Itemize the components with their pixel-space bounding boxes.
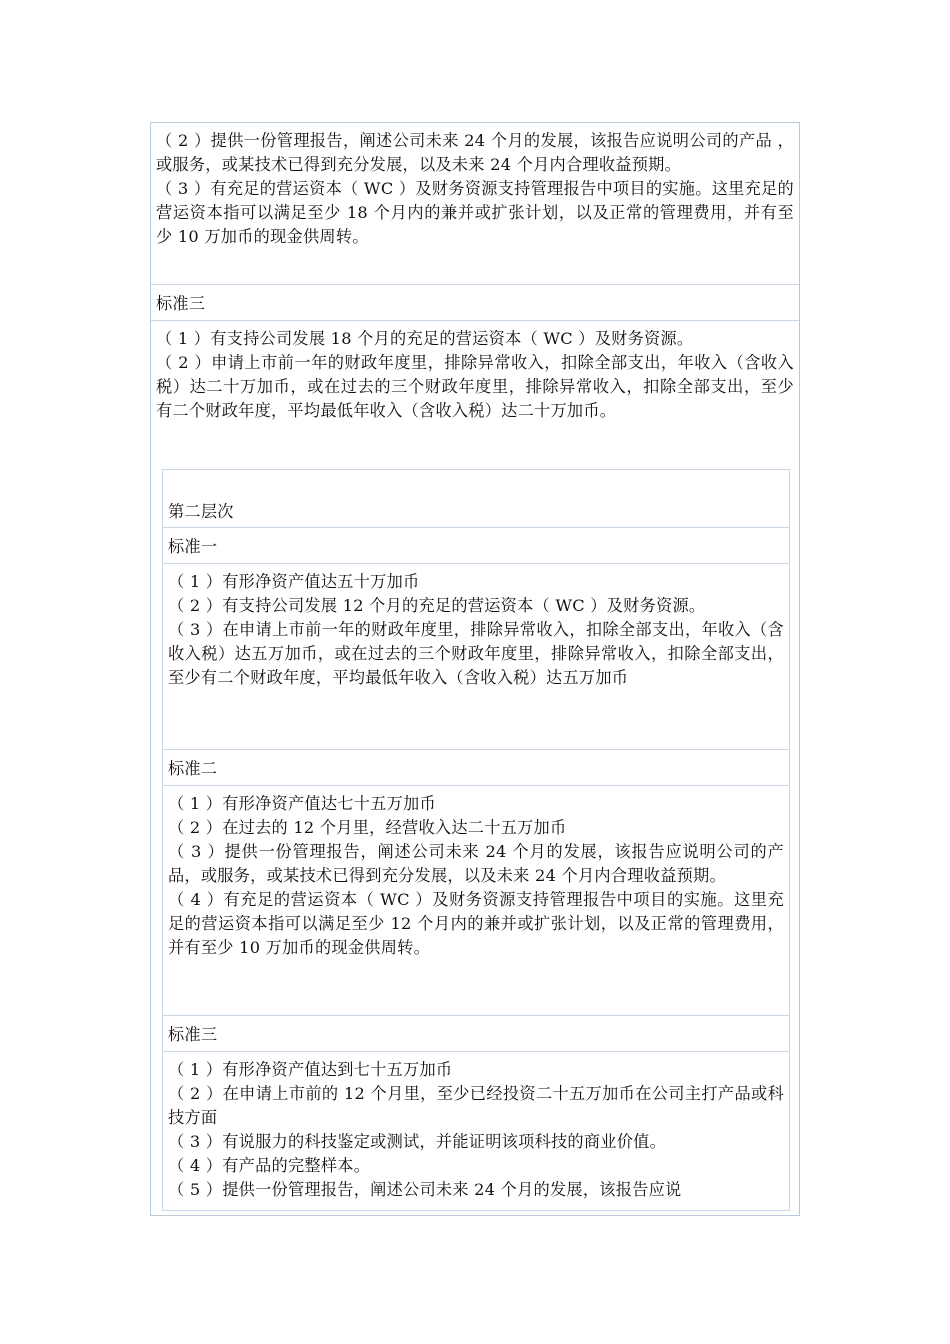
section-heading: 标准三 [168, 1025, 218, 1044]
paragraph: （ 4 ）有充足的营运资本（ WC ）及财务资源支持管理报告中项目的实施。这里充足的营运资本指可以满足至少 12 个月内的兼并或扩张计划，以及正常的管理费用，并有至少 10 万加币的现金供周转。 [168, 890, 784, 957]
tier2-std1-heading-cell [163, 528, 789, 564]
paragraph: （ 3 ）有说服力的科技鉴定或测试，并能证明该项科技的商业价值。 [168, 1132, 667, 1151]
tier2-std3-text [163, 1052, 789, 1202]
listing-requirements-table [150, 122, 800, 1216]
paragraph: （ 2 ）提供一份管理报告，阐述公司未来 24 个月的发展，该报告应说明公司的产品 ，或服务，或某技术已得到充分发展，以及未来 24 个月内合理收益预期。 [156, 131, 794, 174]
tier2-title-cell [163, 470, 789, 528]
tier1-std2-cell [151, 123, 799, 285]
paragraph: （ 3 ）有充足的营运资本（ WC ）及财务资源支持管理报告中项目的实施。这里充足的营运资本指可以满足至少 18 个月内的兼并或扩张计划，以及正常的管理费用，并有至少 10 万加币的现金供周转。 [156, 179, 794, 246]
section-heading: 标准二 [168, 759, 218, 778]
tier2-std2-cell [163, 786, 789, 1016]
paragraph: （ 2 ）在申请上市前的 12 个月里，至少已经投资二十五万加币在公司主打产品或科技方面 [168, 1084, 784, 1127]
tier2-std1-text [163, 564, 789, 690]
paragraph: （ 1 ）有形净资产值达到七十五万加币 [168, 1060, 453, 1079]
paragraph: （ 1 ）有支持公司发展 18 个月的充足的营运资本（ WC ）及财务资源。 [156, 329, 694, 348]
paragraph: （ 2 ）在过去的 12 个月里，经营收入达二十五万加币 [168, 818, 567, 837]
paragraph: （ 2 ）申请上市前一年的财政年度里，排除异常收入，扣除全部支出，年收入（含收入税）达二十万加币，或在过去的三个财政年度里，排除异常收入，扣除全部支出，至少有二个财政年度，平均最低年收入（含收入税）达二十万加币。 [156, 353, 794, 420]
tier2-table [162, 469, 790, 1211]
section-heading: 标准三 [156, 294, 206, 313]
tier1-std3-text [151, 321, 799, 423]
tier1-std3-heading-cell [151, 285, 799, 321]
paragraph: （ 4 ）有产品的完整样本。 [168, 1156, 371, 1175]
paragraph: （ 3 ）在申请上市前一年的财政年度里，排除异常收入，扣除全部支出，年收入（含收入税）达五万加币，或在过去的三个财政年度里，排除异常收入，扣除全部支出，至少有二个财政年度，平均最低年收入（含收入税）达五万加币 [168, 620, 784, 687]
paragraph: （ 5 ）提供一份管理报告，阐述公司未来 24 个月的发展，该报告应说 [168, 1180, 682, 1199]
paragraph: （ 1 ）有形净资产值达五十万加币 [168, 572, 420, 591]
tier2-std2-text [163, 786, 789, 960]
tier2-std2-heading-cell [163, 750, 789, 786]
tier1-std3-cell [151, 321, 799, 469]
section-heading: 标准一 [168, 537, 218, 556]
tier-title: 第二层次 [168, 502, 234, 521]
paragraph: （ 2 ）有支持公司发展 12 个月的充足的营运资本（ WC ）及财务资源。 [168, 596, 706, 615]
tier1-std2-text [151, 123, 799, 249]
tier2-std1-cell [163, 564, 789, 750]
paragraph: （ 1 ）有形净资产值达七十五万加币 [168, 794, 436, 813]
tier2-std3-heading-cell [163, 1016, 789, 1052]
paragraph: （ 3 ）提供一份管理报告，阐述公司未来 24 个月的发展，该报告应说明公司的产品，或服务，或某技术已得到充分发展，以及未来 24 个月内合理收益预期。 [168, 842, 784, 885]
tier2-std3-cell [163, 1052, 789, 1210]
